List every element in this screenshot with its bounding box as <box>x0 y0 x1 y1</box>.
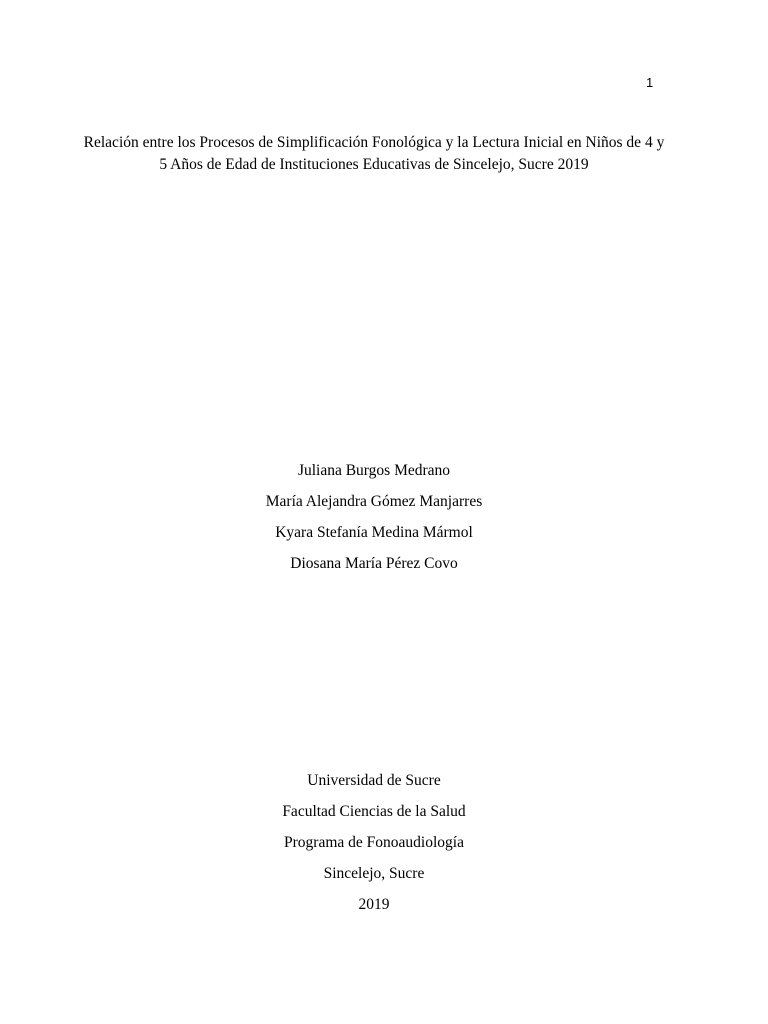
author-name: Juliana Burgos Medrano <box>297 462 451 479</box>
title-line-2: 5 Años de Edad de Instituciones Educativas de Sincelejo, Sucre 2019 <box>159 156 589 173</box>
page-number: 1 <box>646 75 654 90</box>
title-line-1: Relación entre los Procesos de Simplificación Fonológica y la Lectura Inicial en Niños de 4 y <box>83 134 665 151</box>
author-list <box>0 460 748 584</box>
city-name: Sincelejo, Sucre <box>323 865 425 882</box>
program-name: Programa de Fonoaudiología <box>284 834 464 851</box>
faculty-name: Facultad Ciencias de la Salud <box>282 803 466 820</box>
year: 2019 <box>358 896 390 913</box>
university-name: Universidad de Sucre <box>307 772 441 789</box>
institution-block <box>0 770 748 925</box>
document-title <box>60 132 688 176</box>
author-name: María Alejandra Gómez Manjarres <box>265 493 483 510</box>
author-name: Kyara Stefanía Medina Mármol <box>275 524 473 541</box>
author-name: Diosana María Pérez Covo <box>290 555 458 572</box>
